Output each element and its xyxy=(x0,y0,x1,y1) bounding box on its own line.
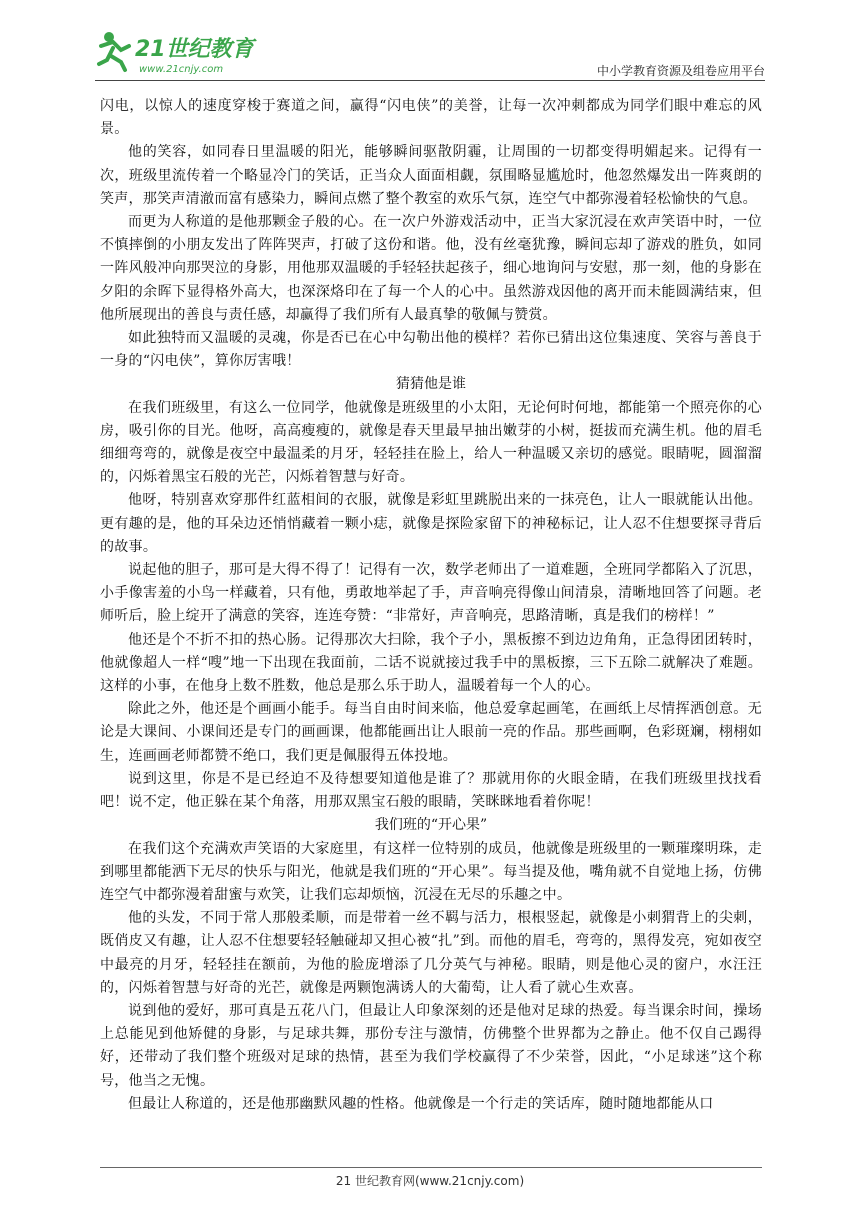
paragraph: 他呀，特别喜欢穿那件红蓝相间的衣服，就像是彩虹里跳脱出来的一抹亮色，让人一眼就能认出他。更有趣的是，他的耳朵边还悄悄藏着一颗小痣，就像是探险家留下的神秘标记，让人忍不住想要探寻背后的故事。 xyxy=(100,492,762,555)
section-title: 猜猜他是谁 xyxy=(396,376,466,393)
document-body xyxy=(100,95,762,1116)
site-logo[interactable] xyxy=(95,28,265,78)
paragraph: 除此之外，他还是个画画小能手。每当自由时间来临，他总爱拿起画笔，在画纸上尽情挥洒创意。无论是大课间、小课间还是专门的画画课，他都能画出让人眼前一亮的作品。那些画啊，色彩斑斓，栩栩如生，连画画老师都赞不绝口，我们更是佩服得五体投地。 xyxy=(100,701,762,764)
paragraph: 闪电，以惊人的速度穿梭于赛道之间，赢得“闪电侠”的美誉，让每一次冲刺都成为同学们眼中难忘的风景。 xyxy=(100,98,762,138)
footer-divider xyxy=(100,1167,762,1168)
logo-brand: 21世纪教育 xyxy=(135,37,254,62)
paragraph: 说到这里，你是不是已经迫不及待想要知道他是谁了？那就用你的火眼金睛，在我们班级里找找看吧！说不定，他正躲在某个角落，用那双黑宝石般的眼睛，笑眯眯地看着你呢！ xyxy=(100,770,762,811)
paragraph: 说起他的胆子，那可是大得不得了！记得有一次，数学老师出了一道难题，全班同学都陷入了沉思，小手像害羞的小鸟一样藏着，只有他，勇敢地举起了手，声音响亮得像山间清泉，清晰地回答了问题。老师听后，脸上绽开了满意的笑容，连连夸赞：“非常好，声音响亮，思路清晰，真是我们的榜样！” xyxy=(100,562,762,625)
paragraph: 而更为人称道的是他那颗金子般的心。在一次户外游戏活动中，正当大家沉浸在欢声笑语中时，一位不慎摔倒的小朋友发出了阵阵哭声，打破了这份和谐。他，没有丝毫犹豫，瞬间忘却了游戏的胜负，如同一阵风般冲向那哭泣的身影，用他那双温暖的手轻轻扶起孩子，细心地询问与安慰，那一刻，他的身影在夕阳的余晖下显得格外高大，也深深烙印在了每一个人的心中。虽然游戏因他的离开而未能圆满结束，但他所展现出的善良与责任感，却赢得了我们所有人最真挚的敬佩与赞赏。 xyxy=(100,214,762,323)
page-footer: 21 世纪教育网(www.21cnjy.com) xyxy=(335,1174,525,1188)
paragraph: 在我们这个充满欢声笑语的大家庭里，有这样一位特别的成员，他就像是班级里的一颗璀璨明珠，走到哪里都能洒下无尽的快乐与阳光，他就是我们班的“开心果”。每当提及他，嘴角就不自觉地上扬，仿佛连空气中都弥漫着甜蜜与欢笑，让我们忘却烦恼，沉浸在无尽的乐趣之中。 xyxy=(100,840,762,903)
paragraph: 他的笑容，如同春日里温暖的阳光，能够瞬间驱散阴霾，让周围的一切都变得明媚起来。记得有一次，班级里流传着一个略显冷门的笑话，正当众人面面相觑，氛围略显尴尬时，他忽然爆发出一阵爽朗的笑声，那笑声清澈而富有感染力，瞬间点燃了整个教室的欢乐气氛，连空气中都弥漫着轻松愉快的气息。 xyxy=(100,144,762,207)
header-divider xyxy=(95,80,765,81)
section-title: 我们班的“开心果” xyxy=(374,817,488,834)
paragraph: 在我们班级里，有这么一位同学，他就像是班级里的小太阳，无论何时何地，都能第一个照亮你的心房，吸引你的目光。他呀，高高瘦瘦的，就像是春天里最早抽出嫩芽的小树，挺拔而充满生机。他的眉毛细细弯弯的，就像是夜空中最温柔的月牙，轻轻挂在脸上，给人一种温暖又亲切的感觉。眼睛呢，圆溜溜的，闪烁着黑宝石般的光芒，闪烁着智慧与好奇。 xyxy=(100,399,762,486)
paragraph: 他的头发，不同于常人那般柔顺，而是带着一丝不羁与活力，根根竖起，就像是小刺猬背上的尖刺，既俏皮又有趣，让人忍不住想要轻轻触碰却又担心被“扎”到。而他的眉毛，弯弯的，黑得发亮，宛如夜空中最亮的月牙，轻轻挂在额前，为他的脸庞增添了几分英气与神秘。眼睛，则是他心灵的窗户，水汪汪的，闪烁着智慧与好奇的光芒，就像是两颗饱满诱人的大葡萄，让人看了就心生欢喜。 xyxy=(100,910,762,996)
paragraph: 说到他的爱好，那可真是五花八门，但最让人印象深刻的还是他对足球的热爱。每当课余时间，操场上总能见到他矫健的身影，与足球共舞，那份专注与激情，仿佛整个世界都为之静止。他不仅自己踢得好，还带动了我们整个班级对足球的热情，甚至为我们学校赢得了不少荣誉，因此，“小足球迷”这个称号，他当之无愧。 xyxy=(100,1002,762,1089)
platform-title: 中小学教育资源及组卷应用平台 xyxy=(596,64,765,78)
running-figure-icon xyxy=(99,32,129,70)
paragraph: 但最让人称道的，还是他那幽默风趣的性格。他就像是一个行走的笑话库，随时随地都能从口 xyxy=(128,1095,714,1112)
page-header xyxy=(95,28,765,84)
logo-url: www.21cnjy.com xyxy=(139,64,224,75)
paragraph: 他还是个不折不扣的热心肠。记得那次大扫除，我个子小，黑板擦不到边边角角，正急得团团转时，他就像超人一样“嗖”地一下出现在我面前，二话不说就接过我手中的黑板擦，三下五除二就解决了难题。这样的小事，在他身上数不胜数，他总是那么乐于助人，温暖着每一个人的心。 xyxy=(100,631,762,695)
paragraph: 如此独特而又温暖的灵魂，你是否已在心中勾勒出他的模样？若你已猜出这位集速度、笑容与善良于一身的“闪电侠”，算你厉害哦！ xyxy=(100,330,762,370)
